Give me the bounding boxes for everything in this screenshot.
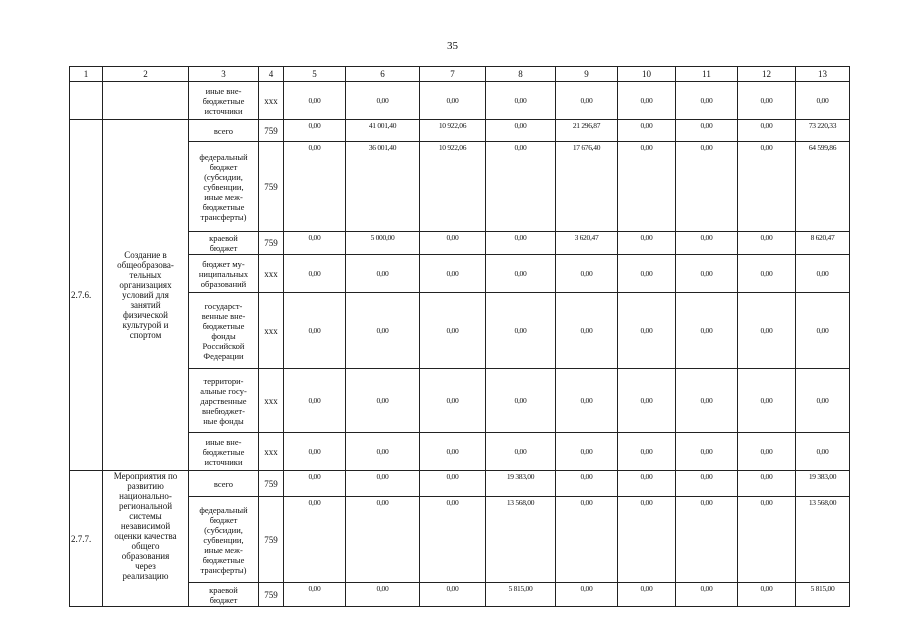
amount-cell: 0,00 bbox=[738, 497, 796, 583]
col-header-4: 4 bbox=[259, 67, 284, 82]
amount-cell: 0,00 bbox=[420, 293, 486, 369]
amount-cell: 0,00 bbox=[556, 293, 618, 369]
amount-cell: 0,00 bbox=[618, 120, 676, 142]
funding-source: федеральный бюджет (субсидии, субвенции, иные меж- бюджетные трансферты) bbox=[189, 142, 259, 232]
budget-code: 759 bbox=[259, 471, 284, 497]
amount-cell: 0,00 bbox=[284, 583, 346, 607]
amount-cell: 0,00 bbox=[284, 497, 346, 583]
amount-cell: 0,00 bbox=[346, 433, 420, 471]
amount-cell: 0,00 bbox=[738, 142, 796, 232]
col-header-13: 13 bbox=[796, 67, 850, 82]
amount-cell: 0,00 bbox=[346, 583, 420, 607]
funding-source: краевой бюджет bbox=[189, 583, 259, 607]
funding-source: иные вне- бюджетные источники bbox=[189, 433, 259, 471]
amount-cell: 0,00 bbox=[556, 583, 618, 607]
group-index: 2.7.7. bbox=[70, 471, 103, 607]
amount-cell: 0,00 bbox=[420, 497, 486, 583]
funding-source: иные вне- бюджетные источники bbox=[189, 82, 259, 120]
amount-cell: 0,00 bbox=[738, 471, 796, 497]
amount-cell: 0,00 bbox=[284, 142, 346, 232]
amount-cell: 10 922,06 bbox=[420, 142, 486, 232]
amount-cell: 0,00 bbox=[676, 120, 738, 142]
amount-cell: 0,00 bbox=[284, 471, 346, 497]
funding-source: всего bbox=[189, 120, 259, 142]
table-row bbox=[70, 82, 850, 120]
budget-code: ххх bbox=[259, 82, 284, 120]
amount-cell: 0,00 bbox=[420, 369, 486, 433]
amount-cell: 5 815,00 bbox=[486, 583, 556, 607]
amount-cell: 0,00 bbox=[796, 369, 850, 433]
amount-cell: 0,00 bbox=[618, 433, 676, 471]
amount-cell: 0,00 bbox=[284, 82, 346, 120]
amount-cell: 0,00 bbox=[346, 369, 420, 433]
row-index-cell bbox=[70, 82, 103, 120]
funding-source: государст- венные вне- бюджетные фонды Российской Федерации bbox=[189, 293, 259, 369]
amount-cell: 8 620,47 bbox=[796, 232, 850, 255]
funding-source: краевой бюджет bbox=[189, 232, 259, 255]
amount-cell: 0,00 bbox=[486, 293, 556, 369]
budget-code: 759 bbox=[259, 142, 284, 232]
budget-code: 759 bbox=[259, 232, 284, 255]
amount-cell: 0,00 bbox=[284, 293, 346, 369]
amount-cell: 0,00 bbox=[556, 82, 618, 120]
amount-cell: 0,00 bbox=[556, 255, 618, 293]
table-row bbox=[70, 120, 850, 142]
col-header-7: 7 bbox=[420, 67, 486, 82]
amount-cell: 5 000,00 bbox=[346, 232, 420, 255]
amount-cell: 0,00 bbox=[738, 82, 796, 120]
amount-cell: 0,00 bbox=[676, 497, 738, 583]
amount-cell: 0,00 bbox=[486, 232, 556, 255]
amount-cell: 0,00 bbox=[738, 120, 796, 142]
amount-cell: 0,00 bbox=[346, 82, 420, 120]
amount-cell: 19 383,00 bbox=[486, 471, 556, 497]
amount-cell: 0,00 bbox=[796, 82, 850, 120]
amount-cell: 0,00 bbox=[486, 369, 556, 433]
amount-cell: 0,00 bbox=[738, 433, 796, 471]
budget-code: ххх bbox=[259, 293, 284, 369]
col-header-8: 8 bbox=[486, 67, 556, 82]
amount-cell: 73 220,33 bbox=[796, 120, 850, 142]
amount-cell: 0,00 bbox=[284, 433, 346, 471]
col-header-6: 6 bbox=[346, 67, 420, 82]
col-header-12: 12 bbox=[738, 67, 796, 82]
amount-cell: 0,00 bbox=[618, 142, 676, 232]
col-header-5: 5 bbox=[284, 67, 346, 82]
page-number: 35 bbox=[447, 40, 458, 52]
amount-cell: 0,00 bbox=[676, 583, 738, 607]
amount-cell: 10 922,06 bbox=[420, 120, 486, 142]
amount-cell: 0,00 bbox=[284, 120, 346, 142]
amount-cell: 0,00 bbox=[618, 583, 676, 607]
amount-cell: 0,00 bbox=[618, 497, 676, 583]
amount-cell: 0,00 bbox=[676, 471, 738, 497]
funding-source: всего bbox=[189, 471, 259, 497]
amount-cell: 0,00 bbox=[618, 82, 676, 120]
amount-cell: 0,00 bbox=[420, 583, 486, 607]
budget-code: ххх bbox=[259, 369, 284, 433]
amount-cell: 0,00 bbox=[738, 255, 796, 293]
amount-cell: 0,00 bbox=[486, 142, 556, 232]
table-row bbox=[70, 471, 850, 497]
amount-cell: 0,00 bbox=[676, 142, 738, 232]
amount-cell: 0,00 bbox=[420, 232, 486, 255]
funding-source: федеральный бюджет (субсидии, субвенции, иные меж- бюджетные трансферты) bbox=[189, 497, 259, 583]
amount-cell: 0,00 bbox=[284, 232, 346, 255]
budget-code: ххх bbox=[259, 433, 284, 471]
group-name: Создание в общеобразова- тельных организациях условий для занятий физической культурой и спортом bbox=[103, 120, 189, 471]
amount-cell: 3 620,47 bbox=[556, 232, 618, 255]
amount-cell: 0,00 bbox=[284, 255, 346, 293]
amount-cell: 0,00 bbox=[676, 369, 738, 433]
col-header-2: 2 bbox=[103, 67, 189, 82]
amount-cell: 0,00 bbox=[420, 471, 486, 497]
amount-cell: 0,00 bbox=[346, 293, 420, 369]
amount-cell: 0,00 bbox=[676, 82, 738, 120]
amount-cell: 0,00 bbox=[346, 497, 420, 583]
amount-cell: 0,00 bbox=[618, 293, 676, 369]
amount-cell: 0,00 bbox=[618, 232, 676, 255]
amount-cell: 21 296,87 bbox=[556, 120, 618, 142]
row-name-cell bbox=[103, 82, 189, 120]
budget-code: 759 bbox=[259, 120, 284, 142]
funding-source: бюджет му- ниципальных образований bbox=[189, 255, 259, 293]
amount-cell: 0,00 bbox=[420, 433, 486, 471]
amount-cell: 0,00 bbox=[796, 293, 850, 369]
amount-cell: 0,00 bbox=[618, 369, 676, 433]
amount-cell: 0,00 bbox=[486, 82, 556, 120]
amount-cell: 0,00 bbox=[796, 433, 850, 471]
amount-cell: 17 676,40 bbox=[556, 142, 618, 232]
amount-cell: 0,00 bbox=[796, 255, 850, 293]
col-header-3: 3 bbox=[189, 67, 259, 82]
amount-cell: 0,00 bbox=[486, 433, 556, 471]
amount-cell: 41 001,40 bbox=[346, 120, 420, 142]
amount-cell: 13 568,00 bbox=[486, 497, 556, 583]
amount-cell: 0,00 bbox=[738, 232, 796, 255]
amount-cell: 5 815,00 bbox=[796, 583, 850, 607]
budget-code: 759 bbox=[259, 583, 284, 607]
budget-table bbox=[69, 66, 850, 607]
group-index: 2.7.6. bbox=[70, 120, 103, 471]
amount-cell: 0,00 bbox=[738, 583, 796, 607]
amount-cell: 0,00 bbox=[486, 255, 556, 293]
amount-cell: 0,00 bbox=[738, 293, 796, 369]
budget-code: 759 bbox=[259, 497, 284, 583]
amount-cell: 0,00 bbox=[618, 255, 676, 293]
col-header-1: 1 bbox=[70, 67, 103, 82]
amount-cell: 19 383,00 bbox=[796, 471, 850, 497]
group-name: Мероприятия по развитию национально- региональной системы независимой оценки качества общего образования через реализацию bbox=[103, 471, 189, 607]
budget-code: ххх bbox=[259, 255, 284, 293]
amount-cell: 0,00 bbox=[346, 255, 420, 293]
col-header-11: 11 bbox=[676, 67, 738, 82]
amount-cell: 0,00 bbox=[420, 255, 486, 293]
amount-cell: 0,00 bbox=[556, 497, 618, 583]
amount-cell: 0,00 bbox=[738, 369, 796, 433]
amount-cell: 0,00 bbox=[676, 232, 738, 255]
amount-cell: 0,00 bbox=[420, 82, 486, 120]
col-header-10: 10 bbox=[618, 67, 676, 82]
amount-cell: 0,00 bbox=[618, 471, 676, 497]
amount-cell: 64 599,86 bbox=[796, 142, 850, 232]
header-row bbox=[70, 67, 850, 82]
amount-cell: 0,00 bbox=[284, 369, 346, 433]
amount-cell: 0,00 bbox=[676, 293, 738, 369]
amount-cell: 0,00 bbox=[486, 120, 556, 142]
amount-cell: 0,00 bbox=[556, 471, 618, 497]
col-header-9: 9 bbox=[556, 67, 618, 82]
funding-source: территори- альные госу- дарственные внебюджет- ные фонды bbox=[189, 369, 259, 433]
amount-cell: 36 001,40 bbox=[346, 142, 420, 232]
amount-cell: 0,00 bbox=[556, 369, 618, 433]
amount-cell: 0,00 bbox=[346, 471, 420, 497]
amount-cell: 13 568,00 bbox=[796, 497, 850, 583]
amount-cell: 0,00 bbox=[676, 255, 738, 293]
amount-cell: 0,00 bbox=[556, 433, 618, 471]
amount-cell: 0,00 bbox=[676, 433, 738, 471]
